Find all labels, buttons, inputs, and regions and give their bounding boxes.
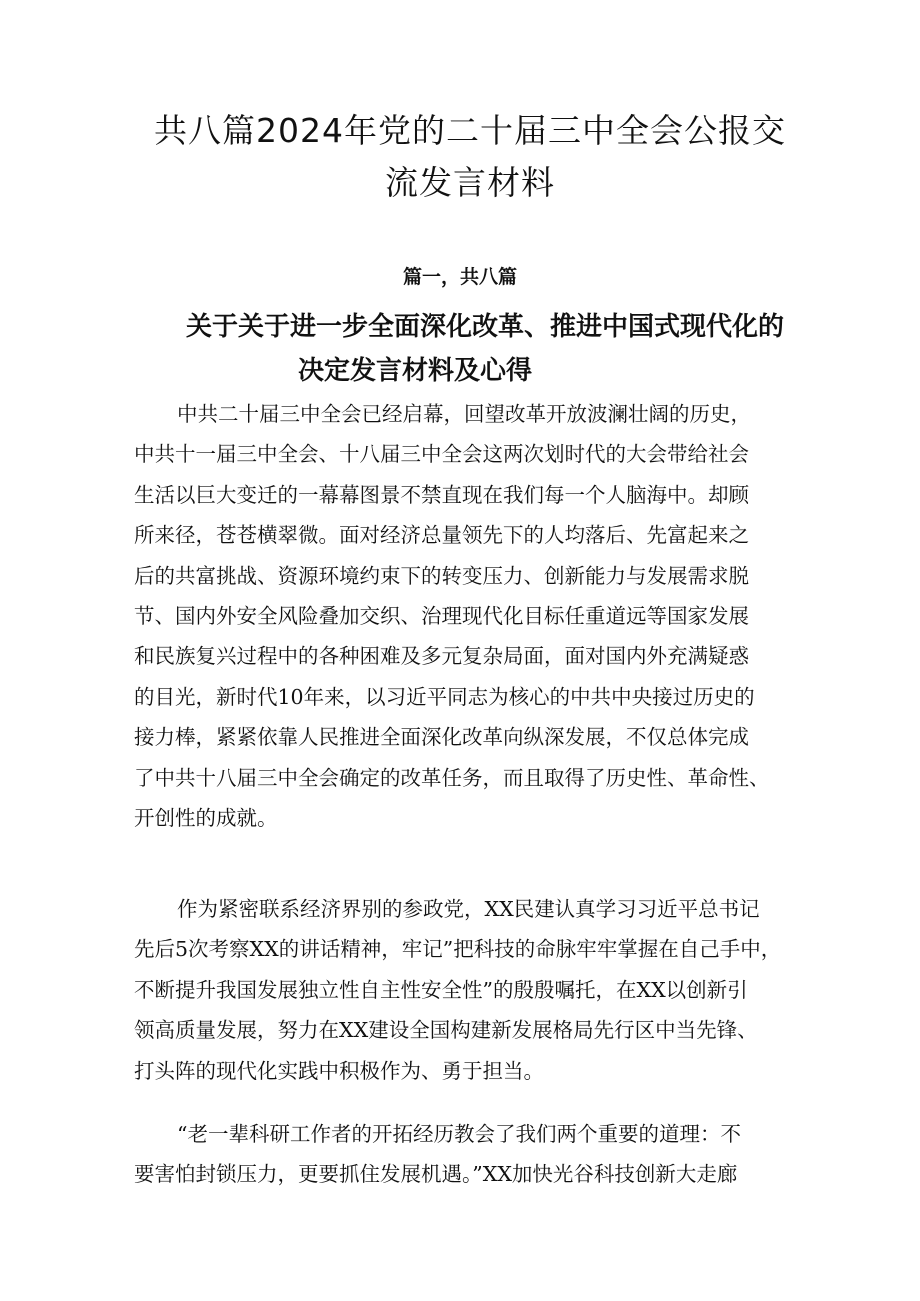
section-label: 篇一，共八篇 [402,266,517,288]
paragraph-line: 了中共十八届三中全会确定的改革任务，而且取得了历史性、革命性、 [134,765,770,790]
paragraph-line: 和民族复兴过程中的各种困难及多元复杂局面，面对国内外充满疑惑 [134,644,749,669]
paragraph-line: 开创性的成就。 [134,806,278,831]
paragraph-line: 作为紧密联系经济界别的参政党，XX民建认真学习习近平总书记 [177,897,760,921]
document-title-line-2: 流发言材料 [385,163,555,202]
paragraph-line: 中共十一届三中全会、十八届三中全会这两次划时代的大会带给社会 [134,442,749,467]
paragraph-1 [134,394,794,838]
paragraph-line: 接力棒，紧紧依靠人民推进全面深化改革向纵深发展，不仅总体完成 [134,725,749,750]
paragraph-line: 中共二十届三中全会已经启幕，回望改革开放波澜壮阔的历史， [177,402,751,426]
paragraph-line: 的目光，新时代10年来，以习近平同志为核心的中共中央接过历史的 [134,684,755,709]
paragraph-3 [134,1114,794,1195]
paragraph-line: 节、国内外安全风险叠加交织、治理现代化目标任重道远等国家发展 [134,604,749,629]
paragraph-line: 生活以巨大变迁的一幕幕图景不禁直现在我们每一个人脑海中。却顾 [134,482,749,507]
paragraph-line: “老一辈科研工作者的开拓经历教会了我们两个重要的道理：不 [177,1122,741,1146]
paragraph-line: 后的共富挑战、资源环境约束下的转变压力、创新能力与发展需求脱 [134,563,749,588]
article-title-line-2: 决定发言材料及心得 [297,356,532,386]
document-title-line-1: 共八篇2024年党的二十届三中全会公报交 [154,111,786,150]
paragraph-2 [134,889,794,1091]
article-title-line-1: 关于关于进一步全面深化改革、推进中国式现代化的 [185,312,784,342]
paragraph-line: 要害怕封锁压力，更要抓住发展机遇。”XX加快光谷科技创新大走廊 [134,1162,738,1187]
paragraph-line: 先后5次考察XX的讲话精神，牢记”把科技的命脉牢牢掌握在自己手中， [134,937,782,962]
paragraph-line: 所来径，苍苍横翠微。面对经济总量领先下的人均落后、先富起来之 [134,523,749,548]
paragraph-line: 领高质量发展，努力在XX建设全国构建新发展格局先行区中当先锋、 [134,1018,758,1043]
paragraph-line: 不断提升我国发展独立性自主性安全性”的殷殷嘱托，在XX以创新引 [134,977,748,1002]
paragraph-line: 打头阵的现代化实践中积极作为、勇于担当。 [134,1058,544,1083]
